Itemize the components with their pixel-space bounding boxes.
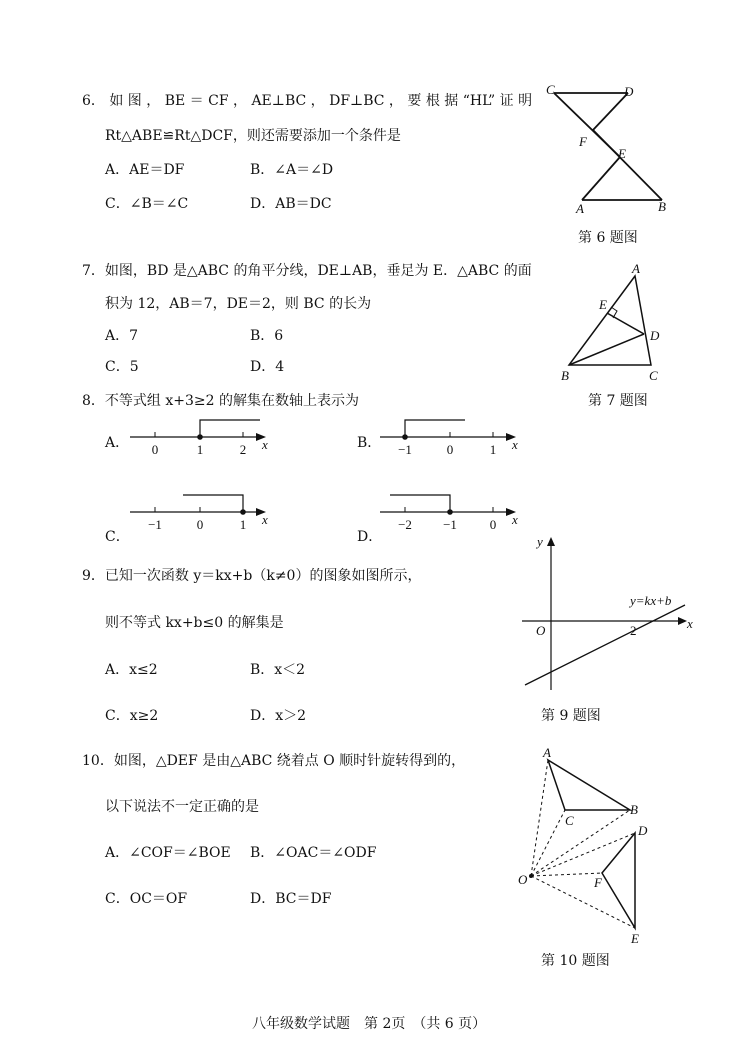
q7-label-a: A — [632, 261, 640, 276]
solution-region — [405, 420, 465, 437]
q10-figure-caption: 第 10 题图 — [541, 953, 610, 969]
q7-stem-line1: 7．如图，BD 是△ABC 的角平分线，DE⊥AB，垂足为 E．△ABC 的面 — [82, 263, 532, 279]
q7-figure-caption: 第 7 题图 — [588, 393, 648, 409]
tick-label: 1 — [489, 442, 497, 457]
page-footer: 八年级数学试题 第 2页 （共 6 页） — [252, 1016, 487, 1032]
q8-stem: 8．不等式组 x+3≥2 的解集在数轴上表示为 — [82, 393, 359, 409]
q9-line-label: y=kx+b — [630, 593, 672, 608]
q10-label-b: B — [630, 802, 638, 817]
q9-graph — [515, 530, 695, 700]
boundary-point — [240, 509, 246, 515]
axis-label: x — [512, 512, 518, 527]
q9-x-axis-label: x — [687, 616, 693, 631]
q6-label-a: A — [576, 201, 584, 216]
q6-stem-line2: Rt△ABE≌Rt△DCF，则还需要添加一个条件是 — [105, 128, 401, 144]
q9-option-c: C．x≥2 — [105, 708, 159, 724]
axis-label: x — [262, 437, 268, 452]
q9-figure-caption: 第 9 题图 — [541, 708, 601, 724]
q10-label-f: F — [594, 875, 602, 890]
q7-label-e: E — [599, 297, 607, 312]
q10-option-a: A．∠COF＝∠BOE — [105, 845, 231, 861]
tick-label: −1 — [398, 442, 412, 457]
q7-label-c: C — [649, 368, 658, 383]
tick-label: 0 — [446, 442, 454, 457]
q7-option-b: B．6 — [250, 328, 284, 344]
q8-option-b: B． — [357, 435, 382, 451]
q7-label-d: D — [650, 328, 660, 343]
q9-y-axis-label: y — [537, 534, 543, 549]
q6-label-d: D — [624, 84, 634, 99]
q7-label-b: B — [561, 368, 569, 383]
q6-label-e: E — [618, 146, 626, 161]
q6-stem-line1: 6． 如 图 ， BE ＝ CF ， AE⊥BC ， DF⊥BC ， 要 根 据 “HL” 证 明 — [82, 93, 533, 109]
tick-label: 1 — [196, 442, 204, 457]
q10-figure — [510, 745, 670, 950]
q10-option-c: C．OC＝OF — [105, 891, 188, 907]
q8-number-line-c — [130, 490, 280, 530]
q8-number-line-a — [130, 415, 280, 455]
q8-option-a: A． — [105, 435, 130, 451]
q6-option-c: C．∠B＝∠C — [105, 196, 189, 212]
q9-option-d: D．x＞2 — [250, 708, 307, 724]
q10-stem-line1: 10．如图，△DEF 是由△ABC 绕着点 O 顺时针旋转得到的， — [82, 753, 466, 769]
boundary-point — [402, 434, 408, 440]
q10-label-o: O — [518, 872, 528, 887]
q9-stem-line1: 9．已知一次函数 y＝kx+b（k≠0）的图象如图所示， — [82, 568, 422, 584]
q10-label-c: C — [565, 813, 574, 828]
tick-label: 1 — [239, 517, 247, 532]
tick-label: −2 — [398, 517, 412, 532]
tick-label: 0 — [196, 517, 204, 532]
q9-origin-label: O — [536, 623, 546, 638]
q6-label-f: F — [579, 134, 587, 149]
q6-figure — [540, 80, 680, 220]
q9-option-b: B．x＜2 — [250, 662, 306, 678]
tick-label: 0 — [151, 442, 159, 457]
q9-option-a: A．x≤2 — [105, 662, 158, 678]
boundary-point — [447, 509, 453, 515]
q9-intercept-label: 2 — [630, 623, 637, 638]
q6-option-d: D．AB＝DC — [250, 196, 332, 212]
q8-number-line-d — [380, 490, 530, 530]
q7-option-a: A．7 — [105, 328, 139, 344]
q6-label-b: B — [658, 199, 666, 214]
q10-label-a: A — [543, 745, 551, 760]
q10-option-b: B．∠OAC＝∠ODF — [250, 845, 377, 861]
solution-region — [390, 495, 450, 512]
q10-option-d: D．BC＝DF — [250, 891, 332, 907]
q6-label-c: C — [546, 82, 555, 97]
tick-label: −1 — [443, 517, 457, 532]
q10-label-e: E — [631, 931, 639, 946]
q7-option-c: C．5 — [105, 359, 139, 375]
solution-region — [183, 495, 243, 512]
tick-label: −1 — [148, 517, 162, 532]
q10-label-d: D — [638, 823, 648, 838]
q8-option-d: D． — [357, 529, 383, 545]
q7-figure — [555, 260, 675, 385]
boundary-point — [197, 434, 203, 440]
q8-number-line-b — [380, 415, 530, 455]
q8-option-c: C． — [105, 529, 130, 545]
tick-label: 0 — [489, 517, 497, 532]
axis-label: x — [262, 512, 268, 527]
solution-region — [200, 420, 260, 437]
q7-option-d: D．4 — [250, 359, 285, 375]
q9-stem-line2: 则不等式 kx+b≤0 的解集是 — [105, 615, 284, 631]
tick-label: 2 — [239, 442, 247, 457]
q6-figure-caption: 第 6 题图 — [578, 230, 638, 246]
axis-label: x — [512, 437, 518, 452]
q6-option-b: B．∠A＝∠D — [250, 162, 334, 178]
q6-option-a: A．AE＝DF — [105, 162, 185, 178]
q7-stem-line2: 积为 12，AB＝7，DE＝2，则 BC 的长为 — [105, 296, 372, 312]
q10-stem-line2: 以下说法不一定正确的是 — [105, 799, 259, 815]
